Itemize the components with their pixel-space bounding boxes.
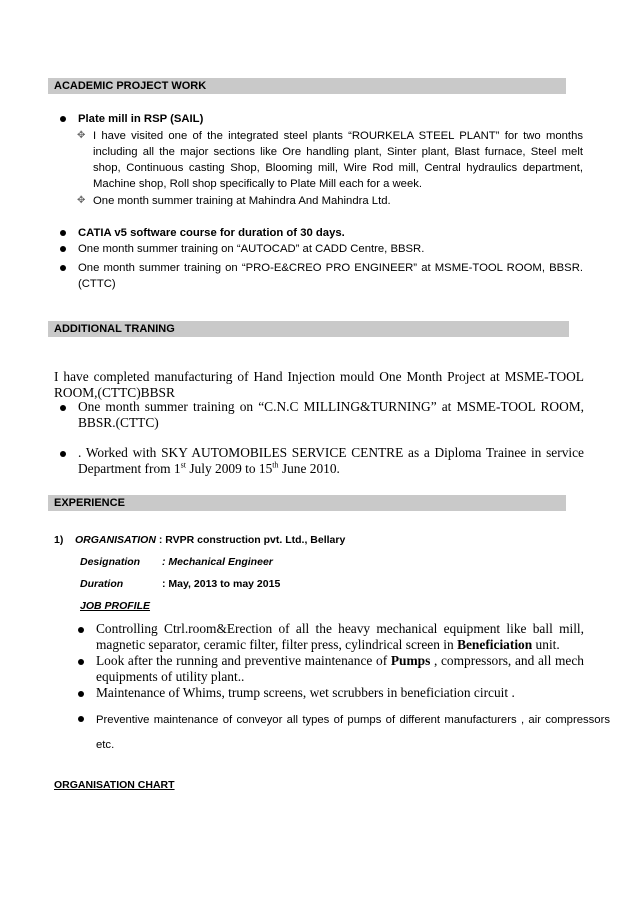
designation-label: Designation: [80, 556, 141, 568]
job-item-2: Look after the running and preventive maintenance of Pumps , compressors, and all mech equipments of utility plant..: [96, 653, 585, 684]
proe-training: One month summer training on “PRO-E&CREO PRO ENGINEER” at MSME-TOOL ROOM, BBSR. (CTTC): [78, 262, 583, 290]
bullet-icon: [60, 246, 66, 252]
job-profile-heading: JOB PROFILE: [80, 600, 151, 612]
designation-value: : Mechanical Engineer: [162, 556, 273, 568]
plate-mill-title: Plate mill in RSP (SAIL): [78, 113, 204, 125]
bullet-icon: [60, 451, 66, 457]
section-header-experience: EXPERIENCE: [48, 495, 566, 511]
duration-label: Duration: [80, 578, 124, 590]
job-item-3: Maintenance of Whims, trump screens, wet scrubbers in beneficiation circuit .: [96, 685, 515, 700]
job-item-1: Controlling Ctrl.room&Erection of all the heavy mechanical equipment like ball mill, magnetic separator, ceramic filter, filter press, cylindrical screen in Beneficiation unit.: [96, 621, 584, 652]
job-item-4: Preventive maintenance of conveyor all types of pumps of different manufacturers , air compressors etc.: [96, 714, 610, 751]
autocad-training: One month summer training on “AUTOCAD” at CADD Centre, BBSR.: [78, 243, 425, 255]
hand-injection-mould-paragraph: I have completed manufacturing of Hand Injection mould One Month Project at MSME-TOOL ROOM,(CTTC)BBSR: [54, 369, 584, 400]
diamond-bullet-icon: ✥: [77, 130, 86, 141]
cnc-training: One month summer training on “C.N.C MILLING&TURNING” at MSME-TOOL ROOM, BBSR.(CTTC): [78, 399, 584, 430]
bullet-icon: [78, 659, 84, 665]
bullet-icon: [78, 627, 84, 633]
bullet-icon: [78, 691, 84, 697]
catia-course: CATIA v5 software course for duration of 30 days.: [78, 227, 345, 239]
sky-automobiles: . Worked with SKY AUTOMOBILES SERVICE CENTRE as a Diploma Trainee in service Department from 1st July 2009 to 15th June 2010.: [78, 445, 584, 476]
mahindra-training: One month summer training at Mahindra And Mahindra Ltd.: [93, 195, 391, 207]
bullet-icon: [60, 405, 66, 411]
section-header-additional: ADDITIONAL TRANING: [48, 321, 569, 337]
organisation-line: 1) ORGANISATION : RVPR construction pvt. Ltd., Bellary: [54, 534, 346, 546]
plate-mill-description: I have visited one of the integrated steel plants “ROURKELA STEEL PLANT” for two months including all the major sections like Ore handling plant, Sinter plant, Blast furnace, Steel melt shop, Continuous casting Shop, Blooming mill, Wire Rod mill, Central hydraulics department, Machine shop, Roll shop specifically to Plate Mill each for a week.: [93, 130, 583, 190]
organisation-chart-heading: ORGANISATION CHART: [54, 779, 175, 791]
duration-value: : May, 2013 to may 2015: [162, 578, 281, 590]
bullet-icon: [60, 230, 66, 236]
bullet-icon: [60, 265, 66, 271]
bullet-icon: [78, 716, 84, 722]
section-header-academic: ACADEMIC PROJECT WORK: [48, 78, 566, 94]
diamond-bullet-icon: ✥: [77, 195, 86, 206]
bullet-icon: [60, 116, 66, 122]
